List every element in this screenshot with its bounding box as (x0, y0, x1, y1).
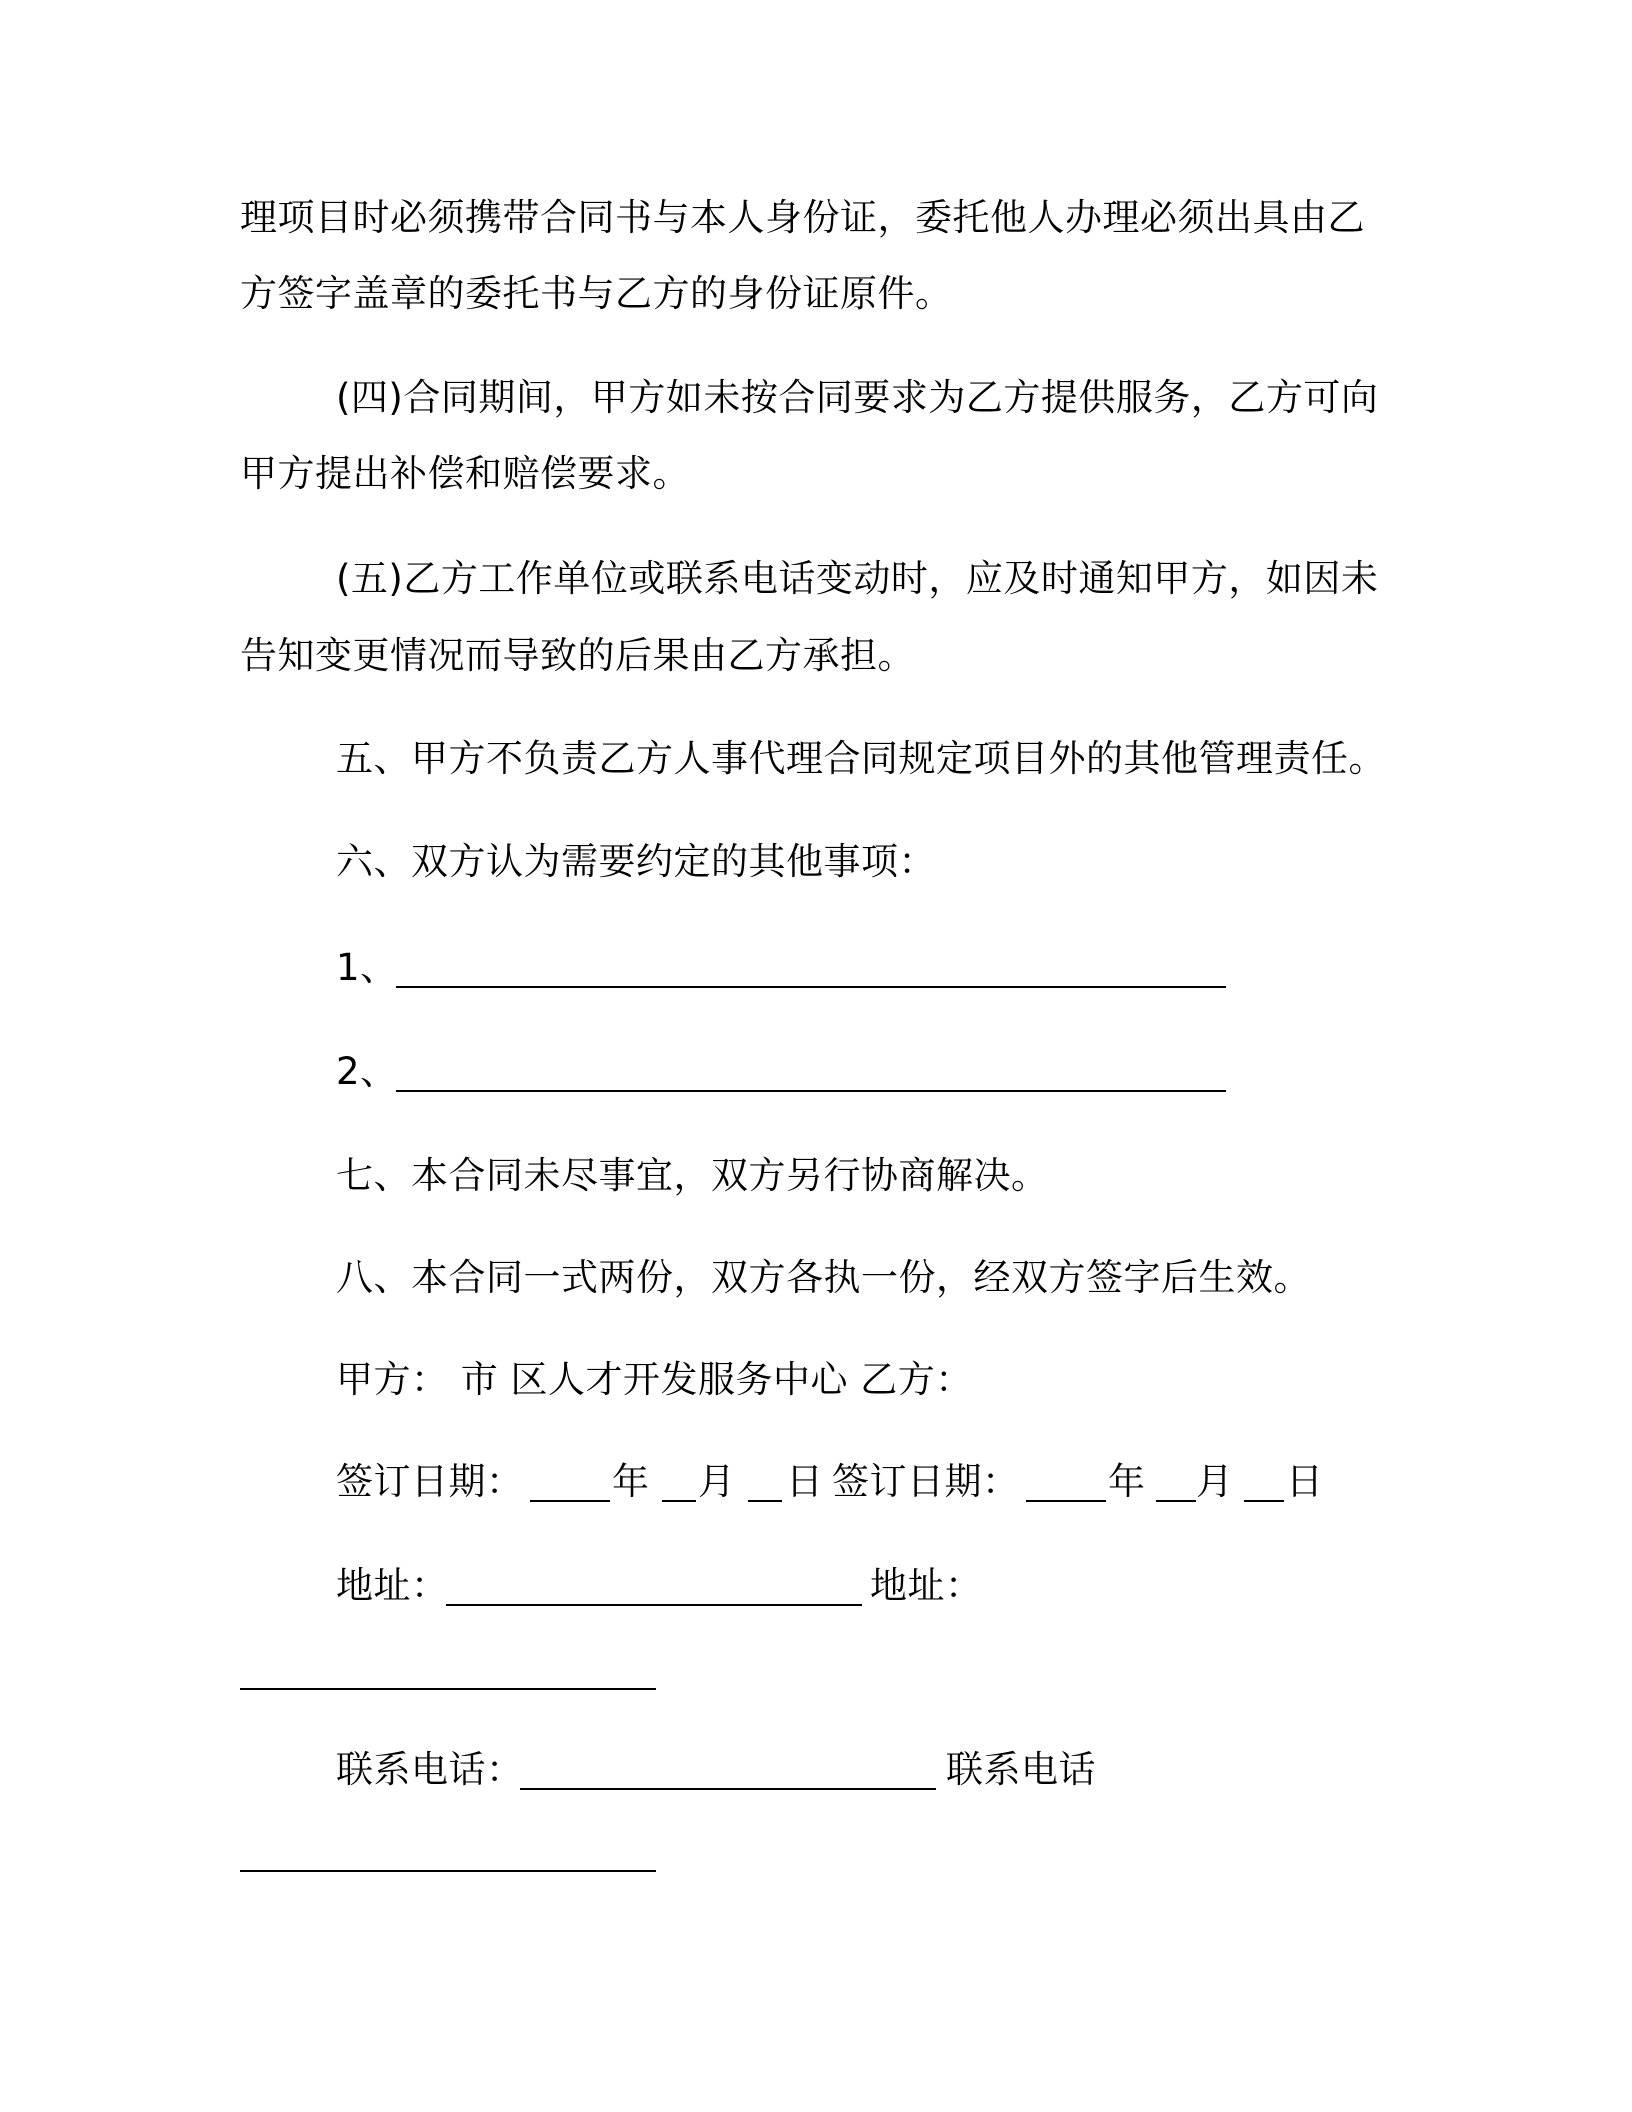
paragraph-1-line-2: 方签字盖章的委托书与乙方的身份证原件。 (240, 272, 953, 315)
day-blank-a (748, 1500, 782, 1502)
paragraph-3-line-1: (五)乙方工作单位或联系电话变动时，应及时通知甲方，如因未 (336, 557, 1379, 600)
item-1-label: 1、 (336, 946, 398, 989)
month-label-a: 月 (698, 1460, 736, 1503)
paragraph-1-line-1: 理项目时必须携带合同书与本人身份证，委托他人办理必须出具由乙 (240, 196, 1365, 239)
month-blank-a (662, 1500, 696, 1502)
day-label-b: 日 (1286, 1460, 1324, 1503)
clause-8: 八、本合同一式两份，双方各执一份，经双方签字后生效。 (336, 1256, 1311, 1299)
phone-blank-b (240, 1870, 656, 1872)
address-blank-b (240, 1688, 656, 1690)
year-blank-b (1026, 1500, 1106, 1502)
day-label-a: 日 (786, 1460, 824, 1503)
paragraph-3-line-2: 告知变更情况而导致的后果由乙方承担。 (240, 634, 915, 677)
month-blank-b (1156, 1500, 1196, 1502)
party-line: 甲方： 市 区人才开发服务中心 乙方： (336, 1358, 973, 1401)
item-1-blank (396, 986, 1226, 988)
month-label-b: 月 (1196, 1460, 1234, 1503)
year-label-a: 年 (612, 1460, 650, 1503)
paragraph-2-line-1: (四)合同期间，甲方如未按合同要求为乙方提供服务，乙方可向 (336, 376, 1379, 419)
phone-blank-a (520, 1788, 936, 1790)
phone-label-a: 联系电话： (336, 1748, 524, 1791)
clause-5: 五、甲方不负责乙方人事代理合同规定项目外的其他管理责任。 (336, 737, 1386, 780)
address-blank-a (446, 1604, 862, 1606)
year-label-b: 年 (1108, 1460, 1146, 1503)
item-2-label: 2、 (336, 1050, 398, 1093)
item-2-blank (396, 1090, 1226, 1092)
clause-6: 六、双方认为需要约定的其他事项： (336, 840, 936, 883)
day-blank-b (1244, 1500, 1284, 1502)
address-label-b: 地址： (870, 1564, 983, 1607)
year-blank-a (530, 1500, 610, 1502)
address-label-a: 地址： (336, 1564, 449, 1607)
date-label-a: 签订日期： (336, 1460, 524, 1503)
phone-label-b: 联系电话 (946, 1748, 1096, 1791)
paragraph-2-line-2: 甲方提出补偿和赔偿要求。 (240, 452, 690, 495)
date-label-b: 签订日期： (832, 1460, 1020, 1503)
clause-7: 七、本合同未尽事宜，双方另行协商解决。 (336, 1154, 1049, 1197)
